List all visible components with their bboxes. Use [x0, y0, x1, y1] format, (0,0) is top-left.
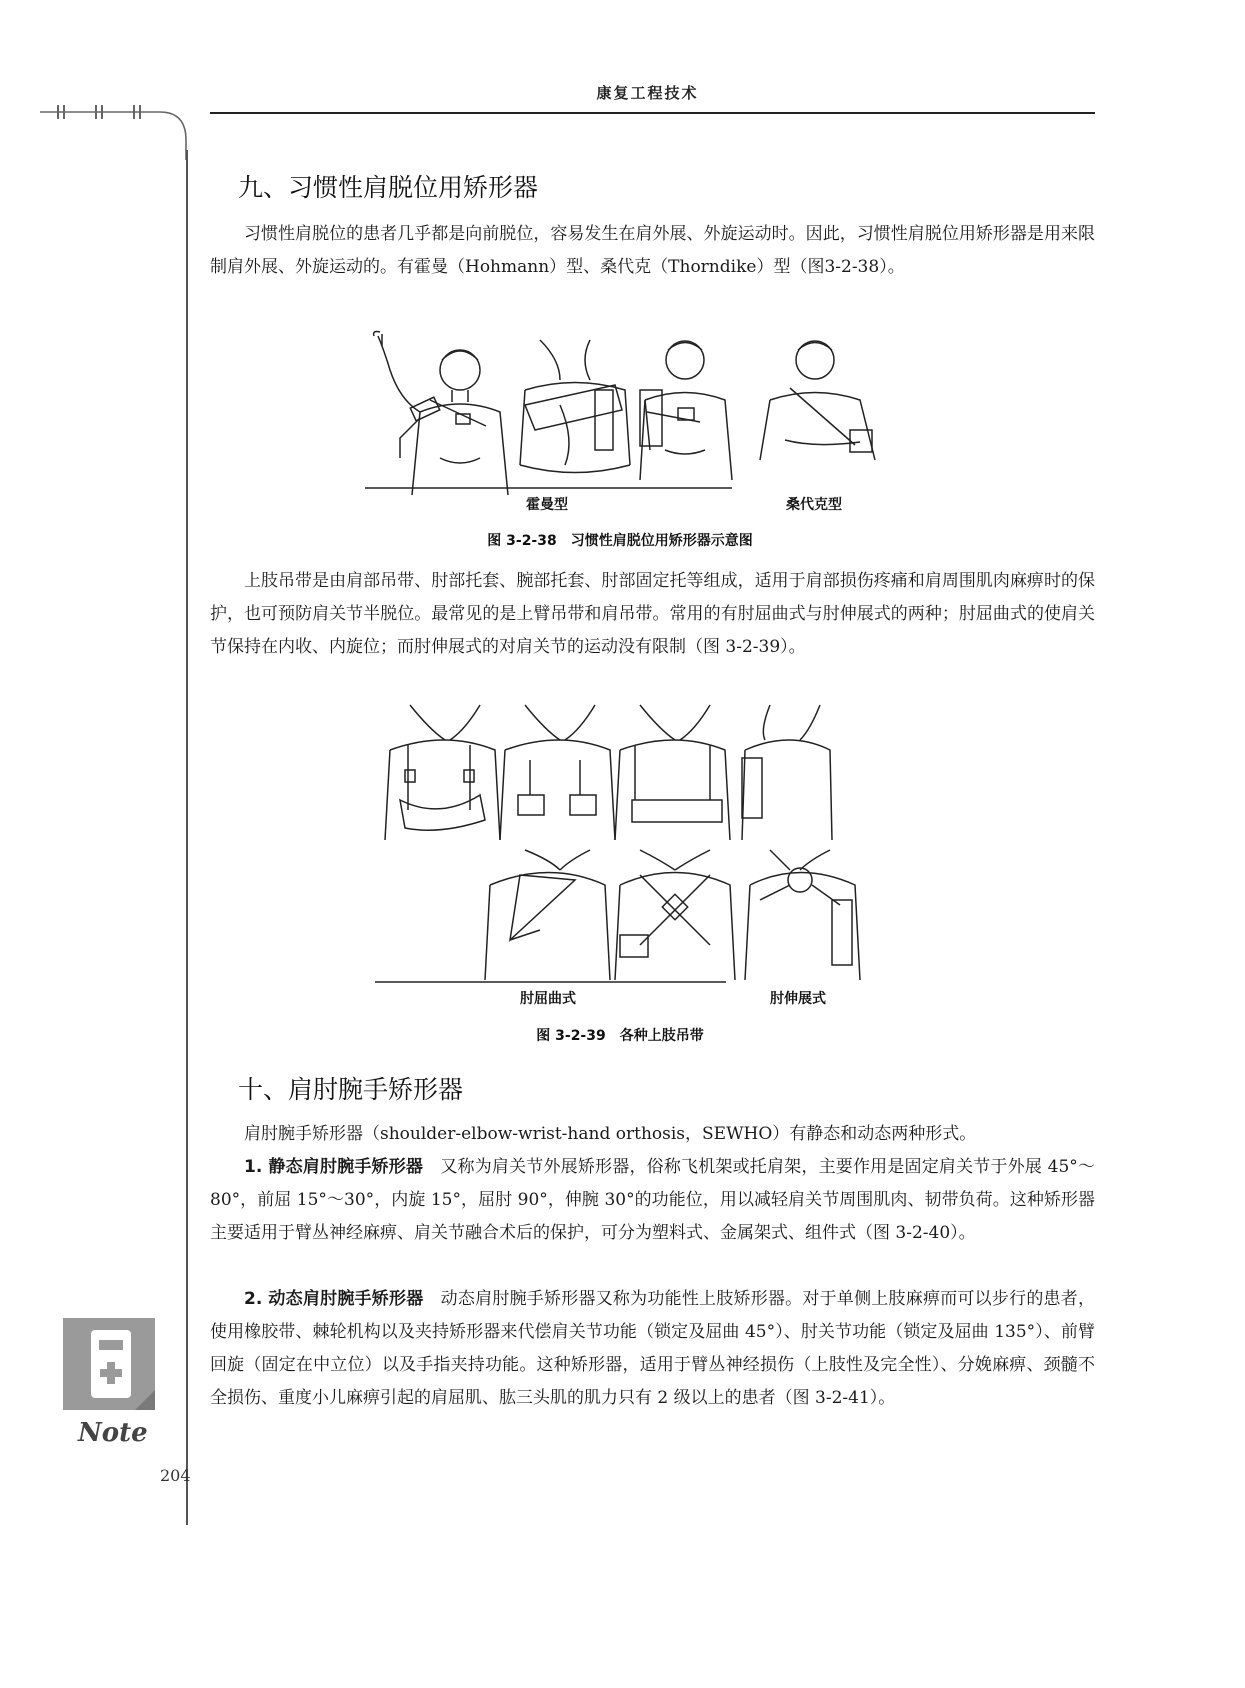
sling-3 [615, 705, 730, 840]
sling-5 [485, 850, 610, 980]
margin-decoration [40, 100, 200, 160]
item-2-label: 2. 动态肩肘腕手矫形器 [244, 1289, 424, 1309]
sling-1 [385, 705, 500, 840]
note-book-icon [63, 1318, 155, 1410]
figure-3-2-38-label-thorndike: 桑代克型 [786, 497, 842, 513]
figure-3-2-39-label-extension: 肘伸展式 [770, 991, 826, 1007]
sling-2 [500, 705, 615, 840]
figure-3-2-39-label-flexion: 肘屈曲式 [520, 991, 576, 1007]
item-1-label: 1. 静态肩肘腕手矫形器 [244, 1157, 424, 1177]
sling-4 [742, 705, 832, 840]
margin-rule [186, 150, 188, 1525]
sling-6 [615, 850, 735, 980]
section-10-item-1 [210, 1151, 1095, 1250]
section-10-item-2 [210, 1283, 1095, 1415]
item-1-text: 又称为肩关节外展矫形器，俗称飞机架或托肩架，主要作用是固定肩关节于外展 45°～80°，前屈 15°～30°，内旋 15°，屈肘 90°，伸腕 30°的功能位，用以减轻肩关节周围肌肉、韧带负荷。这种矫形器主要适用于臂丛神经麻痹、肩关节融合术后的保护，可分为塑料式、金属架式、组件式（图 3-2-40）。 [210, 1157, 1095, 1243]
figure-3-2-38-illustration [360, 330, 940, 505]
section-10-intro: 肩肘腕手矫形器（shoulder-elbow-wrist-hand orthosis，SEWHO）有静态和动态两种形式。 [244, 1124, 977, 1144]
note-label: Note [78, 1418, 148, 1448]
section-9-heading: 九、习惯性肩脱位用矫形器 [238, 173, 539, 202]
section-9-paragraph-1: 习惯性肩脱位的患者几乎都是向前脱位，容易发生在肩外展、外旋运动时。因此，习惯性肩脱位用矫形器是用来限制肩外展、外旋运动的。有霍曼（Hohmann）型、桑代克（Thorndike）型（图3-2-38）。 [210, 224, 1095, 277]
figure-3-2-38-caption: 图 3-2-38 习惯性肩脱位用矫形器示意图 [487, 533, 753, 549]
figure-3-2-39-caption: 图 3-2-39 各种上肢吊带 [536, 1028, 704, 1044]
item-2-text: 动态肩肘腕手矫形器又称为功能性上肢矫形器。对于单侧上肢麻痹而可以步行的患者，使用橡胶带、棘轮机构以及夹持矫形器来代偿肩关节功能（锁定及屈曲 45°）、肘关节功能（锁定及屈曲 135°）、前臂回旋（固定在中立位）以及手指夹持功能。这种矫形器，适用于臂丛神经损伤（上肢性及完全性）、分娩麻痹、颈髓不全损伤、重度小儿麻痹引起的肩屈肌、肱三头肌的肌力只有 2 级以上的患者（图 3-2-41）。 [210, 1289, 1095, 1408]
running-header: 康复工程技术 [596, 84, 699, 102]
page-number: 204 [160, 1466, 191, 1485]
hohmann-back-view [520, 340, 630, 473]
sling-7 [745, 850, 860, 980]
section-9-paragraph-2: 上肢吊带是由肩部吊带、肘部托套、腕部托套、肘部固定托等组成，适用于肩部损伤疼痛和肩周围肌肉麻痹时的保护，也可预防肩关节半脱位。最常见的是上臂吊带和肩吊带。常用的有肘屈曲式与肘伸展式的两种；肘屈曲式的使肩关节保持在内收、内旋位；而肘伸展式的对肩关节的运动没有限制（图 3-2-39）。 [210, 571, 1095, 657]
thorndike-front [760, 341, 875, 460]
section-10-heading: 十、肩肘腕手矫形器 [238, 1075, 464, 1104]
figure-3-2-38-label-hohmann: 霍曼型 [526, 497, 568, 513]
figure-3-2-39-illustration [370, 700, 870, 990]
hohmann-front-brace [640, 341, 732, 480]
header-rule [210, 112, 1095, 114]
hohmann-front-raised-arm [374, 332, 508, 496]
